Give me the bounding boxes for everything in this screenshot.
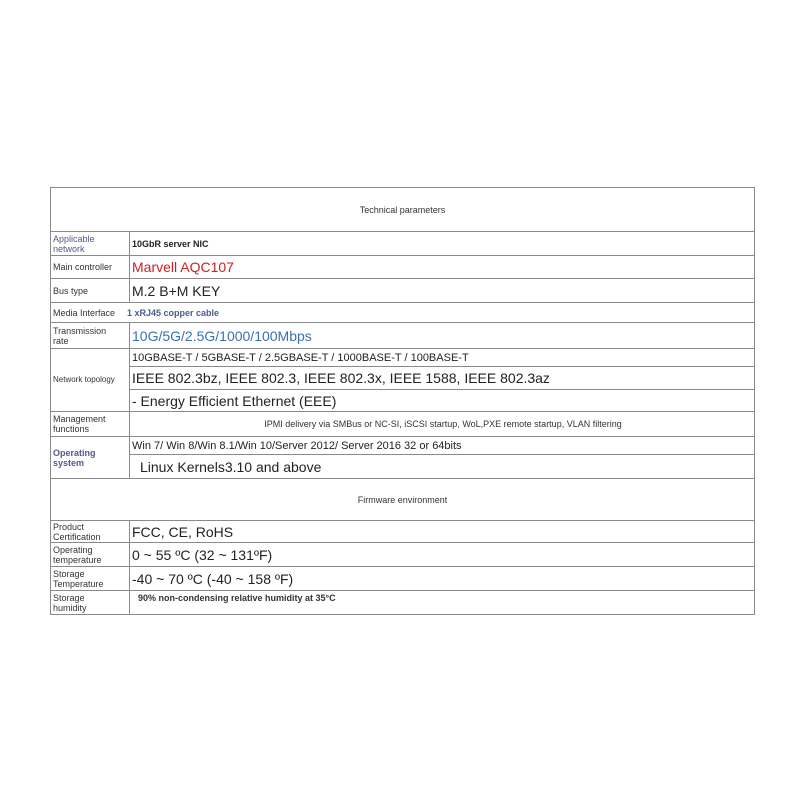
- product-certification-value: FCC, CE, RoHS: [130, 521, 755, 542]
- network-topology-line-1: 10GBASE-T / 5GBASE-T / 2.5GBASE-T / 1000BASE-T / 100BASE-T: [130, 349, 754, 367]
- storage-temperature-value: -40 ~ 70 ºC (-40 ~ 158 ºF): [130, 567, 755, 590]
- media-interface-value: 1 xRJ45 copper cable: [127, 303, 755, 322]
- bus-type-value: M.2 B+M KEY: [130, 279, 755, 302]
- operating-system-line-1: Win 7/ Win 8/Win 8.1/Win 10/Server 2012/ Server 2016 32 or 64bits: [130, 437, 754, 455]
- transmission-rate-label-line2: rate: [53, 335, 69, 346]
- network-topology-line-3: - Energy Efficient Ethernet (EEE): [132, 392, 337, 409]
- network-topology-row: [51, 349, 755, 412]
- storage-temperature-row: [51, 567, 755, 591]
- storage-temperature-label-line1: Storage: [53, 568, 85, 579]
- operating-system-row: [51, 437, 755, 479]
- management-functions-row: [51, 412, 755, 437]
- storage-temperature-label: [51, 567, 130, 590]
- technical-parameters-header-row: [51, 188, 755, 232]
- operating-temperature-label-line1: Operating: [53, 544, 93, 555]
- main-controller-label: Main controller: [51, 256, 130, 278]
- operating-temperature-label-line2: temperature: [53, 554, 102, 565]
- network-topology-values: [130, 349, 755, 411]
- firmware-environment-header-row: [51, 479, 755, 521]
- network-topology-line-2: IEEE 802.3bz, IEEE 802.3, IEEE 802.3x, IEEE 1588, IEEE 802.3az: [130, 367, 754, 390]
- product-certification-row: [51, 521, 755, 543]
- management-functions-label: [51, 412, 130, 436]
- firmware-environment-header: Firmware environment: [51, 479, 755, 520]
- applicable-network-label-line1: Applicable: [53, 233, 95, 244]
- storage-temperature-label-line2: Temperature: [53, 578, 104, 589]
- transmission-rate-row: [51, 323, 755, 349]
- operating-system-values: [130, 437, 755, 478]
- transmission-rate-label: [51, 323, 130, 348]
- technical-parameters-header: Technical parameters: [51, 188, 755, 231]
- operating-temperature-value: 0 ~ 55 ºC (32 ~ 131ºF): [130, 543, 755, 566]
- storage-humidity-value: 90% non-condensing relative humidity at 35°C: [130, 591, 755, 614]
- operating-temperature-row: [51, 543, 755, 567]
- product-certification-label: [51, 521, 130, 542]
- applicable-network-label-line2: network: [53, 243, 85, 254]
- operating-system-label: Operating system: [51, 437, 130, 478]
- operating-temperature-label: [51, 543, 130, 566]
- management-functions-label-line1: Management: [53, 414, 106, 424]
- storage-humidity-row: [51, 591, 755, 615]
- media-interface-label: Media Interface: [53, 307, 116, 318]
- network-topology-label: Network topology: [51, 349, 130, 411]
- operating-system-line-2: Linux Kernels3.10 and above: [140, 458, 322, 475]
- applicable-network-label: [51, 232, 130, 255]
- storage-humidity-label-line1: Storage: [53, 592, 85, 603]
- applicable-network-row: [51, 232, 755, 256]
- bus-type-label: Bus type: [51, 279, 130, 302]
- main-controller-value: Marvell AQC107: [130, 256, 755, 278]
- product-certification-label-line2: Certification: [53, 531, 101, 542]
- transmission-rate-label-line1: Transmission: [53, 325, 107, 336]
- transmission-rate-value: 10G/5G/2.5G/1000/100Mbps: [130, 323, 755, 348]
- media-interface-row: [51, 303, 755, 323]
- storage-humidity-label: [51, 591, 130, 614]
- applicable-network-value: 10GbR server NIC: [130, 232, 755, 255]
- management-functions-value: IPMI delivery via SMBus or NC-SI, iSCSI startup, WoL,PXE remote startup, VLAN filtering: [130, 412, 755, 436]
- spec-table: [50, 187, 755, 615]
- management-functions-label-line2: functions: [53, 424, 90, 434]
- product-certification-label-line1: Product: [53, 521, 85, 532]
- main-controller-row: [51, 256, 755, 279]
- storage-humidity-label-line2: humidity: [53, 602, 87, 613]
- bus-type-row: [51, 279, 755, 303]
